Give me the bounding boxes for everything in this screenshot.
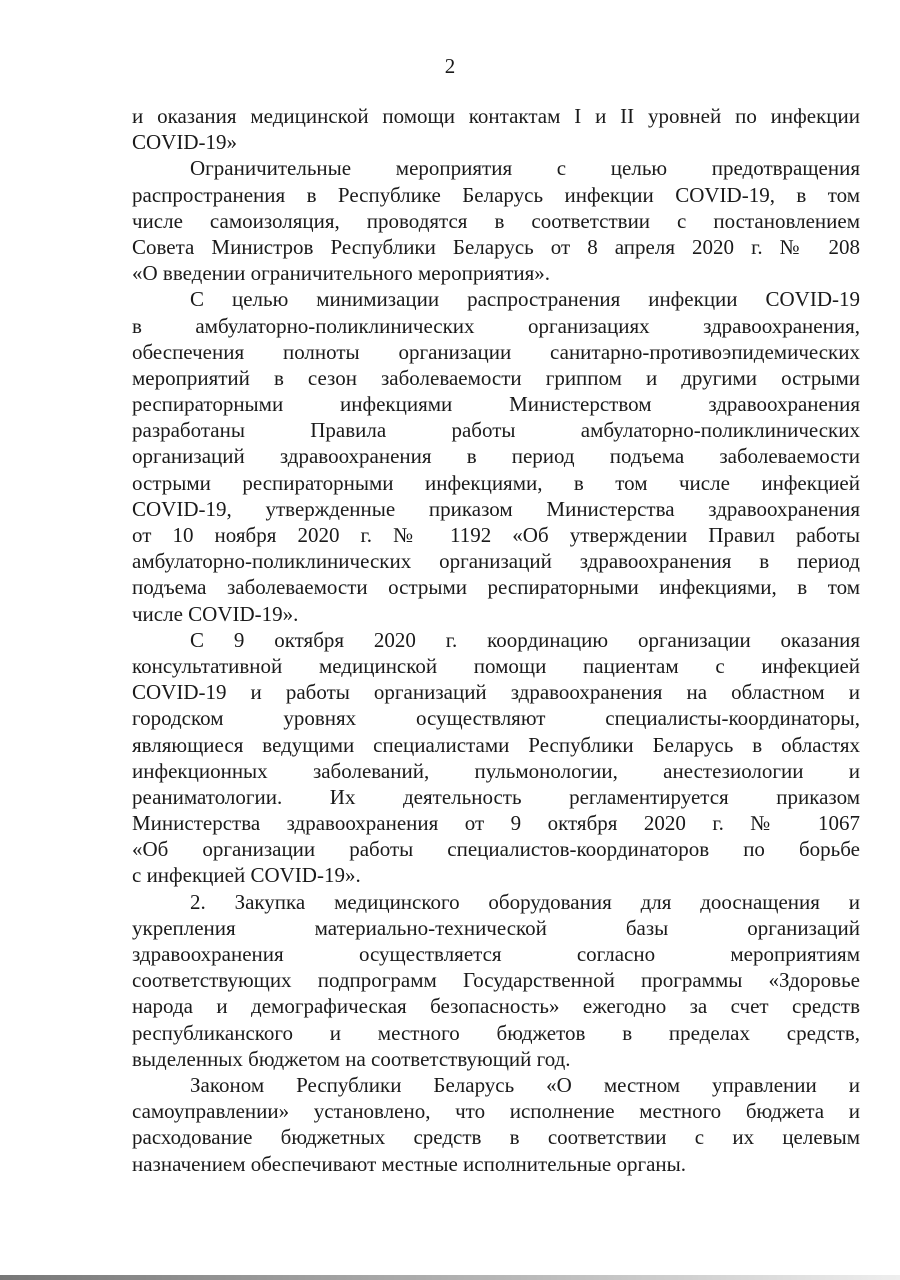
text-line: Министерства здравоохранения от 9 октября 2020 г. № 1067 xyxy=(132,811,860,836)
text-line: Совета Министров Республики Беларусь от 8 апреля 2020 г. № 208 xyxy=(132,234,860,259)
paragraph xyxy=(132,155,860,286)
text-line: и оказания медицинской помощи контактам I и II уровней по инфекции xyxy=(132,104,860,128)
text-line: республиканского и местного бюджетов в пределах средств, xyxy=(132,1020,860,1045)
text-line: Ограничительные мероприятия с целью предотвращения xyxy=(190,156,860,181)
text-line: народа и демографическая безопасность» ежегодно за счет средств xyxy=(132,994,860,1019)
text-line: самоуправлении» установлено, что исполнение местного бюджета и xyxy=(132,1099,860,1124)
text-line: мероприятий в сезон заболеваемости гриппом и другими острыми xyxy=(132,365,860,390)
text-line: организаций здравоохранения в период подъема заболеваемости xyxy=(132,444,860,469)
text-line: числе самоизоляция, проводятся в соответствии с постановлением xyxy=(132,208,860,233)
text-line: подъема заболеваемости острыми респираторными инфекциями, в том xyxy=(132,575,860,600)
text-line: обеспечения полноты организации санитарно-противоэпидемических xyxy=(132,339,860,364)
paragraph xyxy=(132,103,860,155)
scan-edge xyxy=(0,1275,900,1280)
paragraph xyxy=(132,889,860,1072)
text-line: здравоохранения осуществляется согласно мероприятиям xyxy=(132,942,860,966)
text-line: COVID-19, утвержденные приказом Министерства здравоохранения xyxy=(132,496,860,521)
text-line: укрепления материально-технической базы организаций xyxy=(132,915,860,940)
text-line: распространения в Республике Беларусь инфекции COVID-19, в том xyxy=(132,182,860,207)
text-line: разработаны Правила работы амбулаторно-поликлинических xyxy=(132,418,860,443)
text-line: COVID-19» xyxy=(132,130,237,155)
text-line: С целью минимизации распространения инфекции COVID-19 xyxy=(190,287,860,312)
paragraph xyxy=(132,627,860,889)
text-line: инфекционных заболеваний, пульмонологии, анестезиологии и xyxy=(132,758,860,783)
text-line: респираторными инфекциями Министерством здравоохранения xyxy=(132,392,860,417)
text-line: «Об организации работы специалистов-координаторов по борьбе xyxy=(132,837,860,862)
text-line: соответствующих подпрограмм Государственной программы «Здоровье xyxy=(132,968,860,993)
text-line: числе COVID-19». xyxy=(132,601,299,626)
text-line: Законом Республики Беларусь «О местном управлении и xyxy=(190,1072,860,1097)
text-line: COVID-19 и работы организаций здравоохранения на областном и xyxy=(132,680,860,705)
text-line: расходование бюджетных средств в соответствии с их целевым xyxy=(132,1125,860,1150)
text-line: в амбулаторно-поликлинических организациях здравоохранения, xyxy=(132,313,860,338)
text-line: С 9 октября 2020 г. координацию организации оказания xyxy=(190,627,860,652)
paragraph xyxy=(132,286,860,626)
text-line: острыми респираторными инфекциями, в том числе инфекцией xyxy=(132,470,860,495)
text-line: консультативной медицинской помощи пациентам с инфекцией xyxy=(132,653,860,678)
text-line: амбулаторно-поликлинических организаций здравоохранения в период xyxy=(132,549,860,574)
text-line: с инфекцией COVID-19». xyxy=(132,863,361,888)
text-line: 2. Закупка медицинского оборудования для дооснащения и xyxy=(190,889,860,914)
text-line: назначением обеспечивают местные исполнительные органы. xyxy=(132,1151,687,1176)
text-line: являющиеся ведущими специалистами Республики Беларусь в областях xyxy=(132,732,860,757)
text-line: от 10 ноября 2020 г. № 1192 «Об утверждении Правил работы xyxy=(132,523,860,547)
document-body xyxy=(132,103,860,1177)
text-line: выделенных бюджетом на соответствующий год. xyxy=(132,1046,571,1071)
text-line: городском уровнях осуществляют специалисты-координаторы, xyxy=(132,706,860,731)
text-line: реаниматологии. Их деятельность регламентируется приказом xyxy=(132,784,860,809)
page-number: 2 xyxy=(444,54,456,78)
text-line: «О введении ограничительного мероприятия». xyxy=(132,261,551,286)
paragraph xyxy=(132,1072,860,1177)
